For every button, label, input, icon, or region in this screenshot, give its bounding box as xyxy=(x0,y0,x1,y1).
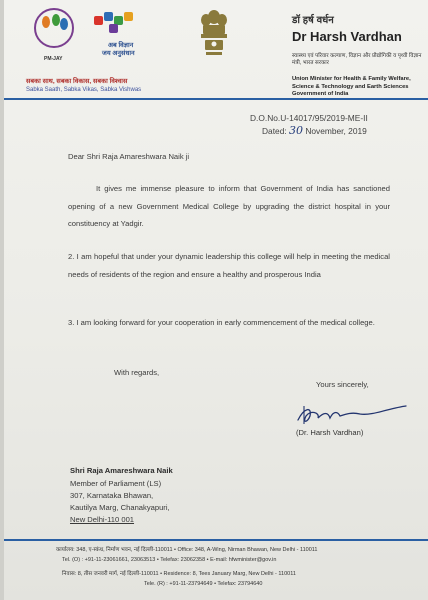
logo-leaf-orange xyxy=(42,16,50,28)
hex-purple xyxy=(109,24,118,33)
minister-name-hindi: डॉ हर्ष वर्धन xyxy=(292,15,334,26)
footer-office: कार्यालय: 348, ए-स्कंध, निर्माण भवन, नई दिल्ली-110011 • Office: 348, A-Wing, Nirman Bhawan, New Delhi - 110011 xyxy=(56,547,318,553)
signature-image xyxy=(290,402,410,428)
pmjay-logo xyxy=(30,8,78,62)
logo-leaf-green xyxy=(52,14,60,26)
designation-hindi: स्वास्थ्य एवं परिवार कल्याण, विज्ञान और प्रौद्योगिकी व पृथ्वी विज्ञान मंत्री, भारत सरकार xyxy=(292,53,422,66)
salutation: Dear Shri Raja Amareshwara Naik ji xyxy=(68,152,190,161)
header-divider xyxy=(4,98,428,100)
dated-day-handwritten: 30 xyxy=(289,124,304,137)
science-logo xyxy=(88,12,140,58)
pmjay-label: PM-JAY xyxy=(44,56,63,62)
science-logo-text-1: अब विज्ञान xyxy=(108,42,134,49)
hex-red xyxy=(94,16,103,25)
paragraph-3: 3. I am looking forward for your cooperation in early commencement of the medical college. xyxy=(68,318,375,327)
designation-english: Union Minister for Health & Family Welfare, Science & Technology and Earth Sciences Government of India xyxy=(292,76,411,97)
footer-telephone: Tel. (O) : +91-11-23061661, 23063513 • Telefax: 23062358 • E-mail: hfwminister@gov.in xyxy=(62,557,277,563)
date-line xyxy=(262,124,367,137)
paragraph-1: It gives me immense pleasure to inform that Government of India has sanctioned opening of a new Government Medical College by upgrading the district hospital in your constituency at Yadgir. xyxy=(68,184,390,228)
footer-residence: निवास: 8, तीस जनवरी मार्ग, नई दिल्ली-110011 • Residence: 8, Tees January Marg, New Delhi - 110011 xyxy=(62,571,296,577)
national-emblem-icon xyxy=(196,6,232,58)
reference-number: D.O.No.U-14017/95/2019-ME-II xyxy=(250,113,368,123)
recipient-name: Shri Raja Amareshwara Naik xyxy=(70,466,173,475)
hex-yellow xyxy=(124,12,133,21)
recipient-line-3: Kautilya Marg, Chanakyapuri, xyxy=(70,503,170,512)
recipient-line-1: Member of Parliament (LS) xyxy=(70,479,162,488)
slogan-hindi: सबका साथ, सबका विकास, सबका विश्वास xyxy=(26,78,128,85)
hex-blue xyxy=(104,12,113,21)
recipient-line-4: New Delhi-110 001 xyxy=(70,515,135,524)
footer-telephone-residence: Tele. (R) : +91-11-23794649 • Telefax: 23794640 xyxy=(144,581,263,587)
dated-month-year: November, 2019 xyxy=(305,126,367,136)
signatory-name: (Dr. Harsh Vardhan) xyxy=(296,428,364,437)
science-logo-text-2: जय अनुसंधान xyxy=(102,50,135,57)
logo-leaf-blue xyxy=(60,18,68,30)
recipient-line-2: 307, Karnataka Bhawan, xyxy=(70,491,154,500)
dated-label: Dated: xyxy=(262,126,287,136)
minister-name: Dr Harsh Vardhan xyxy=(292,29,402,44)
footer-divider xyxy=(4,539,428,541)
regards: With regards, xyxy=(114,368,160,377)
slogan-english: Sabka Saath, Sabka Vikas, Sabka Vishwas xyxy=(26,87,142,93)
paragraph-2: 2. I am hopeful that under your dynamic leadership this college will help in meeting the medical needs of residents of the region and ensure a healthy and prosperous India xyxy=(68,252,390,279)
letter-page xyxy=(4,0,428,600)
yours-sincerely: Yours sincerely, xyxy=(316,380,369,389)
